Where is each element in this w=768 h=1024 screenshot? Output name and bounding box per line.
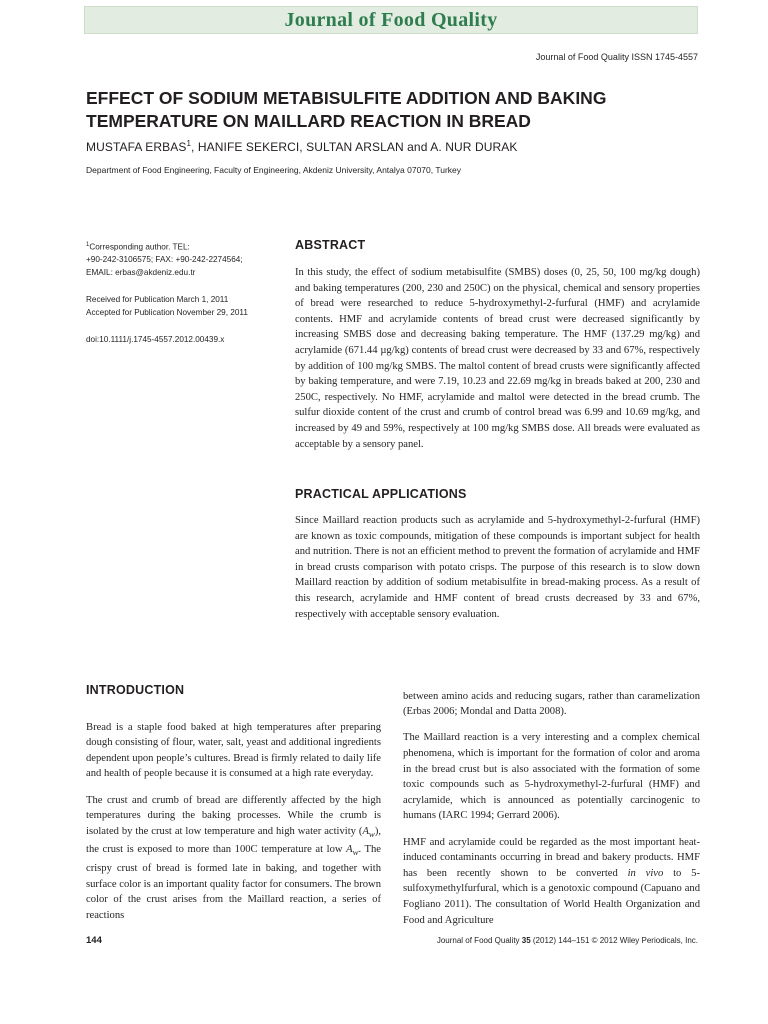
corr-line-2: +90-242-3106575; FAX: +90-242-2274564;	[86, 255, 243, 265]
footer-journal: Journal of Food Quality	[436, 936, 522, 945]
intro-right-p2-part-a: HMF and acrylamide could be regarded as the most important heat-induced contaminants occurring in bread and bakery products. HMF has been recently shown to be converted	[403, 836, 700, 879]
intro-right-paragraph-1: The Maillard reaction is a very interesting and a complex chemical phenomena, which is important for the formation of color and aroma in the bread crust but is also associated with the formation of some toxic compounds such as 5-hydroxymethyl-2-furfural (HMF) and acrylamide, which is announced as potentially carcinogenic to humans (IARC 1994; Gerrard 2006).	[403, 732, 700, 822]
intro-paragraph-2	[86, 793, 381, 924]
other-authors: , HANIFE SEKERCI, SULTAN ARSLAN and A. NUR DURAK	[191, 140, 518, 154]
corr-label: Corresponding author. TEL:	[89, 242, 190, 252]
publication-dates	[86, 294, 276, 319]
article-title: EFFECT OF SODIUM METABISULFITE ADDITION AND BAKING TEMPERATURE ON MAILLARD REACTION IN BREAD	[86, 88, 607, 131]
first-author: MUSTAFA ERBAS	[86, 140, 187, 154]
intro-paragraph-1: Bread is a staple food baked at high temperatures after preparing dough consisting of flour, water, salt, yeast and additional ingredients dependent upon people’s cultures. Bread is firmly related to daily life and health of people because it is consumed at a high rate everyday.	[86, 721, 381, 780]
aw-a-2: A	[346, 844, 353, 856]
corr-email: EMAIL: erbas@akdeniz.edu.tr	[86, 267, 196, 277]
page-number: 144	[86, 935, 102, 946]
footer-details: (2012) 144–151 © 2012 Wiley Periodicals, Inc.	[530, 936, 698, 945]
received-date: Received for Publication March 1, 2011	[86, 295, 229, 304]
intro-right-paragraph-0: between amino acids and reducing sugars, rather than caramelization (Erbas 2006; Mondal and Datta 2008).	[403, 690, 700, 718]
introduction-heading: INTRODUCTION	[86, 683, 185, 697]
intro-left-column	[86, 709, 381, 934]
doi-block	[86, 334, 276, 347]
aw-a: A	[362, 825, 369, 837]
intro-p2-part-a: The crust and crumb of bread are differently affected by the high temperatures during the baking processes. While the crumb is isolated by the crust at low temperature and high water activity (	[86, 794, 381, 837]
aw-sub-2: w	[352, 847, 359, 858]
affiliation: Department of Food Engineering, Faculty of Engineering, Akdeniz University, Antalya 07070, Turkey	[86, 165, 461, 175]
abstract-heading: ABSTRACT	[295, 238, 366, 252]
accepted-date: Accepted for Publication November 29, 2011	[86, 307, 248, 317]
corresponding-author-note	[86, 239, 276, 279]
footer-citation	[437, 936, 698, 945]
water-activity-symbol	[362, 826, 374, 837]
intro-right-column	[403, 678, 700, 939]
aw-sub: w	[368, 828, 375, 839]
corr-footnote-mark: 1	[86, 242, 90, 248]
author-list	[86, 139, 517, 154]
abstract-text: In this study, the effect of sodium metabisulfite (SMBS) doses (0, 25, 50, 100 mg/kg dough) and baking temperatures (200, 230 and 250C) on the physical, chemical and sensory properties of bread were researched to reduce 5-hydroxymethyl-2-furfural (HMF) and acrylamide contents. HMF and acrylamide contents of bread crust were decreased significantly by increasing SMBS dose and decreasing baking temperature. The HMF (137.29 mg/kg) and acrylamide (671.44 µg/kg) contents of bread crust were decreased by 33 and 67%, respectively by addition of 100 mg/kg SMBS. The maltol content of bread crusts were significantly affected by baking temperature, and were 7.19, 10.23 and 22.69 mg/kg in breads baked at 200, 230 and 250C, respectively. No HMF, acrylamide and maltol were detected in the bread crumb. The sulfur dioxide content of the crust and crumb of control bread was 6.99 and 10.69 mg/kg, and increased by 49 and 59%, respectively at 100 mg/kg SMBS dose. All breads were evaluated as acceptable by a sensory panel.	[295, 267, 700, 450]
journal-banner-title: Journal of Food Quality	[284, 9, 498, 31]
intro-p2-part-c: . The crispy crust of bread is formed late in baking, and together with surface color is an important quality factor for consumers. The brown color of the crust arises from the Maillard reaction, a series of reactions	[86, 844, 381, 921]
intro-p2-part-b: ), the crust is exposed to more than 100C temperature at low	[86, 825, 381, 856]
journal-banner	[84, 6, 698, 34]
in-vivo-italic: in vivo	[627, 867, 664, 879]
practical-applications-heading: PRACTICAL APPLICATIONS	[295, 487, 467, 501]
author-footnote-mark: 1	[186, 139, 191, 148]
practical-applications-text: Since Maillard reaction products such as acrylamide and 5-hydroxymethyl-2-furfural (HMF) are known as toxic compounds, mitigation of these compounds is important subject for health and nutrition. There is not an efficient method to prevent the formation of acrylamide and HMF in bread crusts comparison with potato crisps. The purpose of this research is to slow down Maillard reaction by addition of sodium metabisulfite in bread-making process. As a result of this research, acrylamide and HMF content of bread crusts decreased by 33 and 67%, respectively with acceptable sensory evaluation.	[295, 515, 701, 620]
intro-right-paragraph-2	[403, 835, 700, 929]
doi-link[interactable]: doi:10.1111/j.1745-4557.2012.00439.x	[86, 335, 225, 344]
issn-line: Journal of Food Quality ISSN 1745-4557	[535, 52, 698, 62]
intro-right-p2-part-b: to 5-sulfoxymethylfurfural, which is a genotoxic compound (Capuano and Fogliano 2011). The consultation of World Health Organization and Food and Agriculture	[403, 867, 700, 926]
water-activity-symbol-2	[346, 844, 359, 858]
footer-volume: 35	[521, 936, 531, 945]
corr-line-1	[86, 239, 276, 254]
